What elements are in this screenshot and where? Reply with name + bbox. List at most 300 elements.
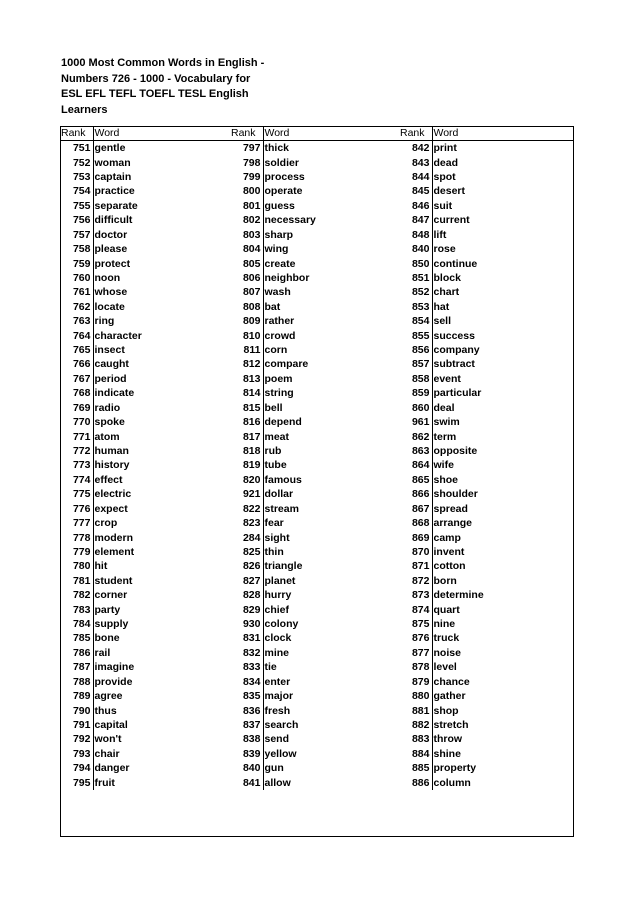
rank-cell: 807: [230, 286, 263, 300]
rank-cell: 782: [60, 589, 93, 603]
word-table-3: [399, 126, 574, 790]
table-row: [230, 329, 399, 343]
table-row: [230, 646, 399, 660]
word-cell: nine: [433, 618, 456, 631]
word-cell: hat: [433, 300, 450, 313]
table-row: [60, 300, 230, 314]
word-cell: fresh: [264, 704, 291, 717]
rank-cell: 794: [60, 762, 93, 776]
rank-cell: 761: [60, 286, 93, 300]
table-row: [60, 170, 230, 184]
rank-cell: 883: [399, 733, 432, 747]
word-cell: invent: [433, 545, 465, 558]
word-cell: student: [94, 574, 133, 587]
table-row: [399, 603, 574, 617]
rank-cell: 788: [60, 675, 93, 689]
table-row: [399, 372, 574, 386]
rank-cell: 862: [399, 430, 432, 444]
table-row: [60, 488, 230, 502]
word-cell: indicate: [94, 387, 135, 400]
table-row: [399, 718, 574, 732]
rank-cell: 885: [399, 762, 432, 776]
word-cell: wing: [264, 243, 289, 256]
table-row: [399, 156, 574, 170]
word-cell: soldier: [264, 156, 299, 169]
table-row: [399, 401, 574, 415]
word-cell: search: [264, 719, 299, 731]
word-cell: neighbor: [264, 271, 310, 284]
table-row: [399, 689, 574, 703]
table-row: [399, 747, 574, 761]
word-cell: thin: [264, 545, 284, 558]
rank-cell: 808: [230, 300, 263, 314]
table-row: [230, 401, 399, 415]
word-cell: dollar: [264, 488, 294, 501]
word-cell: poem: [264, 372, 293, 385]
table-row: [399, 430, 574, 444]
word-cell: rub: [264, 444, 282, 457]
table-row: [230, 271, 399, 285]
rank-cell: 781: [60, 574, 93, 588]
word-cell: sight: [264, 531, 290, 544]
rank-cell: 814: [230, 387, 263, 401]
word-cell: atom: [94, 430, 120, 443]
word-cell: opposite: [433, 444, 478, 457]
word-table-2: [230, 126, 399, 790]
table-row: [230, 661, 399, 675]
rank-cell: 872: [399, 574, 432, 588]
table-row: [399, 488, 574, 502]
table-row: [230, 257, 399, 271]
word-cell: thus: [94, 704, 117, 717]
rank-cell: 852: [399, 286, 432, 300]
word-cell: major: [264, 690, 294, 703]
word-cell: determine: [433, 589, 484, 602]
table-row: [60, 718, 230, 732]
rank-cell: 755: [60, 199, 93, 213]
table-row: [399, 314, 574, 328]
word-cell: please: [94, 243, 128, 256]
table-row: [399, 762, 574, 776]
rank-cell: 790: [60, 704, 93, 718]
word-cell: block: [433, 271, 461, 284]
word-cell: tube: [264, 459, 287, 472]
table-row: [230, 141, 399, 156]
rank-cell: 811: [230, 343, 263, 357]
table-row: [230, 560, 399, 574]
table-row: [399, 459, 574, 473]
rank-cell: 817: [230, 430, 263, 444]
table-row: [60, 444, 230, 458]
word-cell: effect: [94, 473, 123, 486]
rank-cell: 826: [230, 560, 263, 574]
table-row: [230, 617, 399, 631]
rank-cell: 868: [399, 516, 432, 530]
word-cell: deal: [433, 401, 455, 414]
table-row: [399, 329, 574, 343]
table-row: [60, 574, 230, 588]
rank-cell: 839: [230, 747, 263, 761]
rank-cell: 832: [230, 646, 263, 660]
rank-cell: 809: [230, 314, 263, 328]
word-cell: noon: [94, 271, 121, 284]
table-row: [399, 574, 574, 588]
table-row: [230, 286, 399, 300]
word-cell: period: [94, 372, 127, 385]
word-cell: necessary: [264, 214, 316, 227]
word-cell: operate: [264, 185, 303, 198]
rank-cell: 842: [399, 141, 432, 156]
word-cell: swim: [433, 416, 460, 429]
table-row: [230, 372, 399, 386]
word-cell: quart: [433, 603, 460, 616]
rank-cell: 759: [60, 257, 93, 271]
rank-cell: 780: [60, 560, 93, 574]
rank-cell: 284: [230, 531, 263, 545]
rank-cell: 843: [399, 156, 432, 170]
word-cell: process: [264, 170, 305, 183]
rank-cell: 763: [60, 314, 93, 328]
table-row: [230, 545, 399, 559]
rank-cell: 876: [399, 632, 432, 646]
word-cell: crowd: [264, 329, 296, 342]
rank-cell: 840: [399, 242, 432, 256]
word-cell: bone: [94, 632, 120, 645]
rank-header: Rank: [60, 126, 93, 141]
word-cell: human: [94, 444, 129, 457]
word-cell: chair: [94, 747, 120, 760]
table-row: [230, 300, 399, 314]
rank-cell: 785: [60, 632, 93, 646]
rank-cell: 812: [230, 358, 263, 372]
table-row: [60, 185, 230, 199]
word-cell: doctor: [94, 228, 128, 241]
word-cell: suit: [433, 199, 453, 212]
word-cell: stream: [264, 502, 299, 515]
word-cell: spot: [433, 170, 456, 183]
rank-cell: 756: [60, 214, 93, 228]
table-row: [399, 646, 574, 660]
word-cell: meat: [264, 430, 290, 443]
table-row: [399, 199, 574, 213]
table-row: [60, 632, 230, 646]
word-cell: shoe: [433, 473, 459, 486]
word-cell: expect: [94, 502, 128, 515]
table-row: [230, 473, 399, 487]
word-cell: protect: [94, 257, 131, 270]
table-row: [399, 286, 574, 300]
word-cell: compare: [264, 358, 309, 371]
table-row: [230, 747, 399, 761]
table-row: [60, 646, 230, 660]
rank-cell: 930: [230, 617, 263, 631]
rank-cell: 810: [230, 329, 263, 343]
rank-cell: 870: [399, 545, 432, 559]
word-cell: desert: [433, 185, 466, 198]
table-row: [60, 516, 230, 530]
rank-cell: 882: [399, 718, 432, 732]
word-cell: column: [433, 776, 471, 789]
table-row: [399, 257, 574, 271]
rank-cell: 754: [60, 185, 93, 199]
table-row: [230, 199, 399, 213]
word-cell: current: [433, 214, 470, 227]
table-row: [230, 242, 399, 256]
rank-cell: 880: [399, 689, 432, 703]
word-cell: level: [433, 661, 457, 674]
word-cell: clock: [264, 632, 292, 645]
word-cell: practice: [94, 185, 135, 198]
rank-cell: 854: [399, 314, 432, 328]
word-cell: imagine: [94, 661, 135, 674]
rank-cell: 775: [60, 488, 93, 502]
rank-cell: 777: [60, 516, 93, 530]
word-cell: create: [264, 257, 296, 270]
table-row: [60, 228, 230, 242]
rank-cell: 792: [60, 733, 93, 747]
rank-header: Rank: [399, 126, 432, 141]
rank-cell: 757: [60, 228, 93, 242]
table-row: [60, 589, 230, 603]
rank-cell: 921: [230, 488, 263, 502]
rank-cell: 873: [399, 589, 432, 603]
word-cell: character: [94, 329, 142, 342]
word-cell: caught: [94, 358, 129, 371]
table-row: [399, 531, 574, 545]
word-cell: depend: [264, 416, 302, 429]
word-cell: provide: [94, 675, 133, 688]
word-cell: truck: [433, 632, 460, 645]
word-cell: born: [433, 574, 457, 587]
rank-cell: 819: [230, 459, 263, 473]
word-cell: tie: [264, 661, 277, 674]
word-cell: bat: [264, 300, 281, 313]
rank-cell: 783: [60, 603, 93, 617]
rank-cell: 799: [230, 170, 263, 184]
table-row: [230, 387, 399, 401]
word-cell: sell: [433, 315, 452, 328]
rank-cell: 769: [60, 401, 93, 415]
word-cell: radio: [94, 401, 121, 414]
rank-cell: 760: [60, 271, 93, 285]
table-row: [399, 589, 574, 603]
rank-cell: 877: [399, 646, 432, 660]
table-row: [399, 343, 574, 357]
rank-cell: 768: [60, 387, 93, 401]
word-cell: shine: [433, 747, 461, 760]
rank-cell: 753: [60, 170, 93, 184]
table-row: [60, 430, 230, 444]
word-cell: success: [433, 329, 475, 342]
word-cell: noise: [433, 646, 461, 659]
rank-cell: 833: [230, 661, 263, 675]
table-row: [60, 617, 230, 631]
table-row: [60, 156, 230, 170]
table-row: [399, 271, 574, 285]
word-cell: planet: [264, 574, 296, 587]
word-cell: guess: [264, 199, 295, 212]
word-cell: gather: [433, 690, 466, 703]
rank-cell: 831: [230, 632, 263, 646]
word-cell: send: [264, 733, 290, 746]
word-cell: event: [433, 372, 461, 385]
rank-cell: 758: [60, 242, 93, 256]
table-row: [60, 545, 230, 559]
word-cell: gun: [264, 762, 284, 775]
word-cell: capital: [94, 719, 128, 731]
table-row: [399, 704, 574, 718]
table-row: [230, 574, 399, 588]
rank-cell: 879: [399, 675, 432, 689]
rank-cell: 886: [399, 776, 432, 790]
table-row: [230, 343, 399, 357]
word-cell: rather: [264, 315, 295, 328]
table-row: [230, 156, 399, 170]
rank-cell: 816: [230, 415, 263, 429]
rank-cell: 836: [230, 704, 263, 718]
word-header: Word: [432, 126, 574, 141]
table-row: [60, 242, 230, 256]
table-row: [60, 776, 230, 790]
table-row: [60, 329, 230, 343]
word-cell: property: [433, 762, 477, 775]
table-row: [230, 170, 399, 184]
word-header: Word: [93, 126, 230, 141]
word-cell: string: [264, 387, 294, 400]
table-row: [60, 314, 230, 328]
rank-cell: 837: [230, 718, 263, 732]
rank-cell: 834: [230, 675, 263, 689]
rank-cell: 874: [399, 603, 432, 617]
table-row: [230, 632, 399, 646]
word-cell: element: [94, 545, 135, 558]
table-row: [60, 459, 230, 473]
table-row: [230, 531, 399, 545]
rank-cell: 850: [399, 257, 432, 271]
table-row: [230, 675, 399, 689]
rank-cell: 884: [399, 747, 432, 761]
rank-cell: 827: [230, 574, 263, 588]
word-cell: fear: [264, 517, 284, 530]
rank-cell: 847: [399, 214, 432, 228]
word-cell: bell: [264, 401, 283, 414]
table-row: [230, 502, 399, 516]
table-row: [230, 603, 399, 617]
word-cell: camp: [433, 531, 461, 544]
rank-cell: 961: [399, 415, 432, 429]
table-row: [399, 733, 574, 747]
word-cell: continue: [433, 257, 478, 270]
word-cell: history: [94, 459, 130, 472]
rank-cell: 871: [399, 560, 432, 574]
rank-cell: 829: [230, 603, 263, 617]
table-row: [399, 545, 574, 559]
rank-cell: 795: [60, 776, 93, 790]
rank-cell: 823: [230, 516, 263, 530]
word-cell: particular: [433, 387, 482, 400]
word-cell: triangle: [264, 560, 303, 573]
table-row: [60, 473, 230, 487]
word-cell: allow: [264, 776, 291, 789]
word-cell: captain: [94, 170, 132, 183]
table-row: [230, 488, 399, 502]
word-cell: ring: [94, 315, 115, 328]
rank-cell: 797: [230, 141, 263, 156]
table-row: [60, 704, 230, 718]
rank-cell: 859: [399, 387, 432, 401]
header-row: [60, 126, 230, 141]
rank-cell: 786: [60, 646, 93, 660]
word-cell: lift: [433, 228, 447, 241]
table-row: [399, 675, 574, 689]
table-row: [60, 271, 230, 285]
rank-cell: 801: [230, 199, 263, 213]
word-cell: company: [433, 344, 480, 357]
table-row: [60, 141, 230, 156]
table-row: [399, 516, 574, 530]
table-row: [230, 444, 399, 458]
word-cell: rail: [94, 646, 111, 659]
rank-cell: 846: [399, 199, 432, 213]
rank-cell: 825: [230, 545, 263, 559]
rank-cell: 764: [60, 329, 93, 343]
rank-cell: 867: [399, 502, 432, 516]
table-row: [230, 704, 399, 718]
rank-cell: 851: [399, 271, 432, 285]
table-row: [230, 589, 399, 603]
word-cell: agree: [94, 690, 123, 703]
rank-cell: 856: [399, 343, 432, 357]
rank-cell: 803: [230, 228, 263, 242]
table-row: [399, 358, 574, 372]
table-row: [230, 430, 399, 444]
word-cell: colony: [264, 618, 299, 631]
rank-cell: 805: [230, 257, 263, 271]
word-cell: shop: [433, 704, 459, 717]
word-cell: insect: [94, 344, 125, 357]
word-cell: fruit: [94, 776, 115, 789]
rank-cell: 841: [230, 776, 263, 790]
word-cell: spread: [433, 502, 468, 515]
rank-cell: 866: [399, 488, 432, 502]
word-cell: dead: [433, 156, 459, 169]
table-row: [399, 661, 574, 675]
word-cell: corn: [264, 344, 288, 357]
rank-cell: 863: [399, 444, 432, 458]
word-cell: modern: [94, 531, 134, 544]
rank-cell: 762: [60, 300, 93, 314]
table-row: [399, 242, 574, 256]
word-cell: separate: [94, 199, 138, 212]
table-row: [230, 718, 399, 732]
word-cell: party: [94, 603, 121, 616]
word-cell: subtract: [433, 358, 475, 371]
word-cell: chief: [264, 603, 290, 616]
rank-cell: 800: [230, 185, 263, 199]
table-row: [60, 257, 230, 271]
table-row: [399, 214, 574, 228]
table-row: [60, 343, 230, 357]
table-row: [60, 675, 230, 689]
rank-cell: 752: [60, 156, 93, 170]
header-row: [399, 126, 574, 141]
table-row: [60, 214, 230, 228]
table-row: [60, 531, 230, 545]
word-cell: hit: [94, 560, 108, 573]
word-cell: cotton: [433, 560, 466, 573]
table-row: [399, 444, 574, 458]
rank-cell: 806: [230, 271, 263, 285]
